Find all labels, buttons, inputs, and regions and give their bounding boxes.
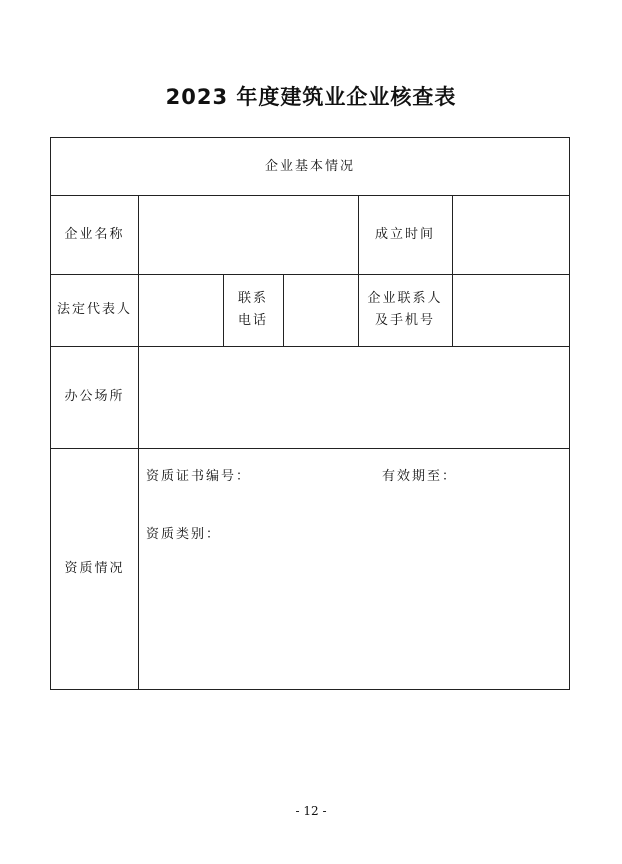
- company-verification-form: [50, 137, 570, 690]
- office-label: 办公场所: [64, 389, 125, 404]
- legal-rep-field[interactable]: [139, 275, 223, 346]
- established-time-field[interactable]: [453, 196, 569, 274]
- company-name-label: 企业名称: [64, 226, 125, 242]
- phone-label-line2: 电话: [237, 313, 268, 328]
- qualification-field[interactable]: [139, 449, 569, 689]
- phone-label-line1: 联系: [237, 291, 268, 306]
- phone-label: [223, 274, 283, 346]
- contact-field[interactable]: [453, 275, 569, 346]
- phone-field[interactable]: [284, 275, 358, 346]
- cert-number-label: 资质证书编号：: [146, 469, 252, 484]
- valid-until-label: 有效期至：: [382, 469, 458, 484]
- category-label: 资质类别：: [146, 527, 222, 542]
- qualification-label: 资质情况: [64, 560, 125, 576]
- page-title: 2023 年度建筑业企业核查表: [165, 85, 457, 109]
- section-header: 企业基本情况: [264, 158, 355, 174]
- page-number: - 12 -: [295, 804, 327, 818]
- legal-rep-label: 法定代表人: [56, 302, 132, 317]
- office-field[interactable]: [139, 347, 569, 448]
- contact-label-line2: 及手机号: [374, 313, 435, 328]
- contact-label: [358, 274, 452, 346]
- established-time-label: 成立时间: [374, 226, 435, 242]
- company-name-field[interactable]: [139, 196, 358, 274]
- contact-label-line1: 企业联系人: [367, 291, 443, 306]
